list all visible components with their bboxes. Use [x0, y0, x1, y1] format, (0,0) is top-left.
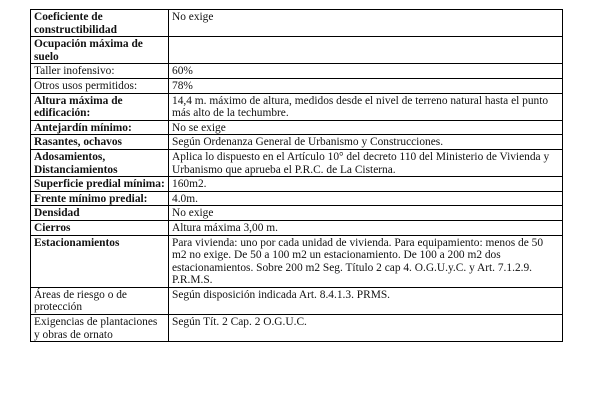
table-row: [31, 177, 563, 192]
urban-regulations-table: [30, 9, 563, 342]
row-label-taller: Taller inofensivo:: [31, 64, 169, 79]
row-value-cierros: Altura máxima 3,00 m.: [169, 220, 563, 235]
row-value-antejardin: No se exige: [169, 120, 563, 135]
row-value-coeficiente: No exige: [169, 10, 563, 37]
row-value-otros-usos: 78%: [169, 78, 563, 93]
row-value-taller: 60%: [169, 64, 563, 79]
row-label-otros-usos: Otros usos permitidos:: [31, 78, 169, 93]
row-value-rasantes: Según Ordenanza General de Urbanismo y Construcciones.: [169, 135, 563, 150]
row-value-estacionamientos: Para vivienda: uno por cada unidad de vivienda. Para equipamiento: menos de 50 m2 no exige. De 50 a 100 m2 un estacionamiento. De 100 a 200 m2 dos estacionamientos. Sobre 200 m2 Seg. Título 2 cap 4. O.G.U.y.C. y Art. 7.1.2.9. P.R.M.S.: [169, 235, 563, 287]
row-label-estacionamientos: Estacionamientos: [31, 235, 169, 287]
row-label-adosamientos: Adosamientos, Distanciamientos: [31, 149, 169, 176]
row-label-antejardin: Antejardín mínimo:: [31, 120, 169, 135]
regulations-table-container: [30, 9, 562, 342]
row-label-altura: Altura máxima de edificación:: [31, 93, 169, 120]
row-label-cierros: Cierros: [31, 220, 169, 235]
table-row: [31, 78, 563, 93]
row-value-densidad: No exige: [169, 206, 563, 221]
row-label-exigencias: Exigencias de plantaciones y obras de ornato: [31, 315, 169, 342]
row-value-frente: 4.0m.: [169, 191, 563, 206]
row-value-areas-riesgo: Según disposición indicada Art. 8.4.1.3. PRMS.: [169, 287, 563, 314]
table-row: [31, 93, 563, 120]
row-value-superficie: 160m2.: [169, 177, 563, 192]
table-row: [31, 206, 563, 221]
table-row: [31, 135, 563, 150]
table-row: [31, 10, 563, 37]
table-row: [31, 315, 563, 342]
row-label-superficie: Superficie predial mínima:: [31, 177, 169, 192]
table-row: [31, 37, 563, 64]
row-label-ocupacion: Ocupación máxima de suelo: [31, 37, 169, 64]
table-row: [31, 64, 563, 79]
table-row: [31, 287, 563, 314]
table-row: [31, 220, 563, 235]
table-row: [31, 120, 563, 135]
row-value-exigencias: Según Tít. 2 Cap. 2 O.G.U.C.: [169, 315, 563, 342]
row-value-adosamientos: Aplica lo dispuesto en el Artículo 10° del decreto 110 del Ministerio de Vivienda y Urbanismo que aprueba el P.R.C. de La Cisterna.: [169, 149, 563, 176]
row-label-areas-riesgo: Áreas de riesgo o de protección: [31, 287, 169, 314]
table-row: [31, 191, 563, 206]
table-row: [31, 149, 563, 176]
row-label-frente: Frente mínimo predial:: [31, 191, 169, 206]
row-value-altura: 14,4 m. máximo de altura, medidos desde el nivel de terreno natural hasta el punto más alto de la techumbre.: [169, 93, 563, 120]
row-value-ocupacion: [169, 37, 563, 64]
row-label-rasantes: Rasantes, ochavos: [31, 135, 169, 150]
table-row: [31, 235, 563, 287]
row-label-coeficiente: Coeficiente de constructibilidad: [31, 10, 169, 37]
row-label-densidad: Densidad: [31, 206, 169, 221]
